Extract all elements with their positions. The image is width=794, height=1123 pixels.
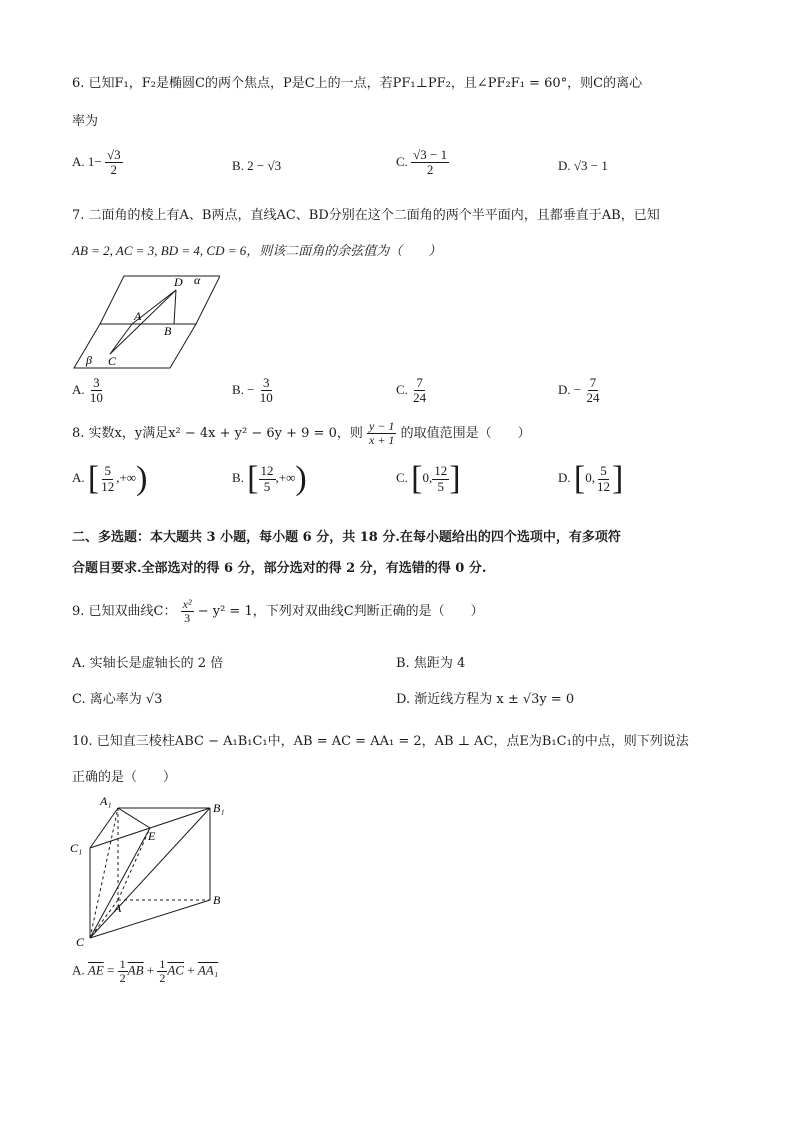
label-c: C bbox=[108, 354, 117, 368]
label-b: B bbox=[213, 893, 221, 907]
q6-stem-line1: 6. 已知F₁，F₂是椭圆C的两个焦点，P是C上的一点，若PF₁⊥PF₂，且∠PF₂F₁ = 60°，则C的离心 bbox=[72, 76, 643, 91]
q7-option-d[interactable]: D. − $\frac{7}{24}$ bbox=[558, 375, 600, 406]
dihedral-angle-figure bbox=[70, 268, 220, 374]
q8-option-b[interactable]: B. [ $\frac{12}{5}$ ,+∞) bbox=[232, 460, 307, 497]
q8-option-d[interactable]: D. [0, $\frac{5}{12}$ ] bbox=[558, 460, 624, 497]
q8-option-c[interactable]: C. [0, $\frac{12}{5}$ ] bbox=[396, 460, 461, 497]
q10-option-a[interactable]: A. $\overline{AE}$ = $\frac{1}{2}$ $\overline{AB}$ + $\frac{1}{2}$ $\overline{AC} + AA_1$ bbox=[72, 957, 219, 986]
label-b1: B₁ bbox=[213, 801, 225, 815]
q9-option-a[interactable]: A. 实轴长是虚轴长的 2 倍 bbox=[72, 656, 224, 671]
plane-beta-outline bbox=[74, 324, 196, 368]
q9-stem: 9. 已知双曲线C： $\frac{\text{x²}}{3}$ − y² = 1，下列对双曲线C判断正确的是（ ） bbox=[72, 597, 484, 626]
q7-option-b[interactable]: B. − $\frac{3}{10}$ bbox=[232, 375, 273, 406]
segment-a1e bbox=[118, 808, 150, 828]
triangular-prism-figure bbox=[70, 794, 240, 954]
q7-stem-line1: 7. 二面角的棱上有A、B两点，直线AC、BD分别在这个二面角的两个半平面内，且都垂直于AB，已知 bbox=[72, 208, 660, 223]
q8-stem: 8. 实数x，y满足x² − 4x + y² − 6y + 9 = 0，则 $\frac{y - 1}{x + 1}$ 的取值范围是（ ） bbox=[72, 419, 531, 448]
segment-ae bbox=[118, 828, 150, 900]
q7-stem-line2: AB = 2, AC = 3, BD = 4, CD = 6，则该二面角的余弦值为（ ） bbox=[72, 243, 442, 258]
label-c: C bbox=[76, 935, 85, 949]
q6-option-b[interactable]: B. 2 − √3 bbox=[232, 158, 282, 173]
q10-stem-line2: 正确的是（ ） bbox=[72, 770, 177, 785]
q8-option-a[interactable]: A. [ $\frac{5}{12}$ ,+∞) bbox=[72, 460, 148, 497]
q10-stem-line1: 10. 已知直三棱柱ABC − A₁B₁C₁中，AB = AC = AA₁ = 2，AB ⊥ AC，点E为B₁C₁的中点，则下列说法 bbox=[72, 734, 689, 749]
q6-stem-line2: 率为 bbox=[72, 114, 99, 129]
edge-a1c1 bbox=[90, 808, 118, 848]
label-d: D bbox=[174, 275, 183, 289]
q9-option-b[interactable]: B. 焦距为 4 bbox=[396, 656, 466, 671]
label-a1: A₁ bbox=[100, 794, 112, 808]
section-2-heading-line2: 合题目要求.全部选对的得 6 分，部分选对的得 2 分，有选错的得 0 分. bbox=[72, 561, 487, 576]
q7-option-c[interactable]: C. $\frac{7}{24}$ bbox=[396, 375, 427, 406]
q7-option-a[interactable]: A. $\frac{3}{10}$ bbox=[72, 375, 103, 406]
label-e: E bbox=[148, 829, 156, 843]
q6-option-a[interactable]: A. 1− $\frac{√3}{2}$ bbox=[72, 147, 121, 178]
segment-ac bbox=[110, 324, 132, 354]
segment-cd bbox=[110, 290, 176, 354]
plane-alpha-outline bbox=[100, 276, 220, 324]
q9-fraction: $\frac{\text{x²}}{3}$ bbox=[182, 597, 192, 626]
q8-fraction: $\frac{y - 1}{x + 1}$ bbox=[369, 419, 395, 448]
q6-option-d[interactable]: D. √3 − 1 bbox=[558, 158, 608, 173]
label-alpha: α bbox=[194, 273, 201, 287]
q9-option-d[interactable]: D. 渐近线方程为 x ± √3y = 0 bbox=[396, 692, 575, 707]
label-c1: C₁ bbox=[70, 841, 83, 855]
label-a: A bbox=[134, 309, 142, 323]
section-2-heading-line1: 二、多选题：本大题共 3 小题，每小题 6 分，共 18 分.在每小题给出的四个选项中，有多项符 bbox=[72, 530, 621, 545]
label-a: A bbox=[114, 901, 122, 915]
q6-option-c[interactable]: C. $\frac{√3 - 1}{2}$ bbox=[396, 147, 448, 178]
label-b: B bbox=[164, 324, 172, 338]
label-beta: β bbox=[86, 353, 92, 367]
q9-option-c[interactable]: C. 离心率为 √3 bbox=[72, 692, 163, 707]
segment-bd bbox=[174, 290, 176, 324]
